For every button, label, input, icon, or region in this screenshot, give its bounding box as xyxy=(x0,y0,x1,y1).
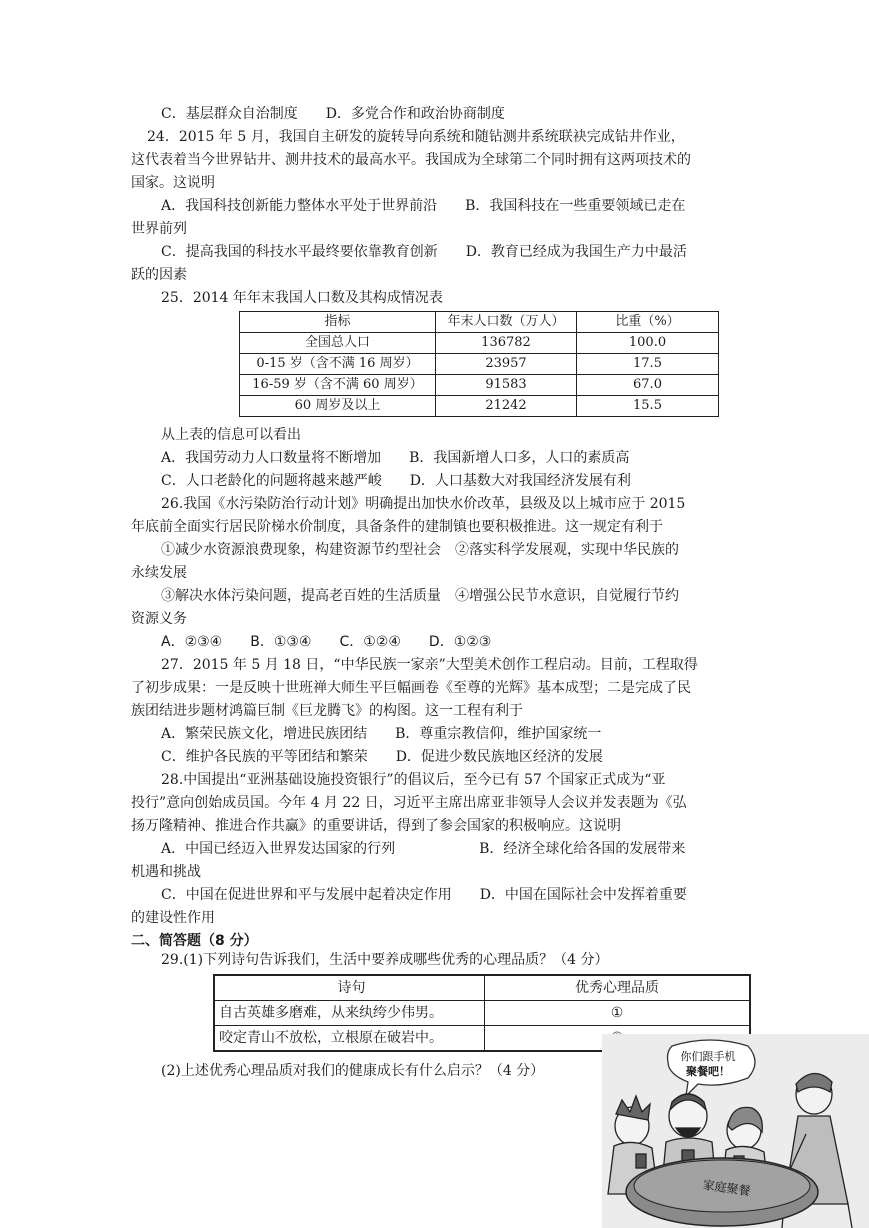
q24-stem-line-2: 这代表着当今世界钻井、测井技术的最高水平。我国成为全球第二个同时拥有这两项技术的 xyxy=(131,152,691,168)
q27-stem-line-1: 27．2015 年 5 月 18 日，“中华民族一家亲”大型美术创作工程启动。目前，工程取得 xyxy=(161,657,698,673)
q26-item-3-4: ③解决水体污染问题，提高老百姓的生活质量 ④增强公民节水意识，自觉履行节约 xyxy=(161,588,679,604)
q29-part-2: (2)上述优秀心理品质对我们的健康成长有什么启示？（4 分） xyxy=(161,1063,545,1079)
table-header-row xyxy=(240,312,719,333)
q27-options-cd: C．维护各民族的平等团结和繁荣 D．促进少数民族地区经济的发展 xyxy=(161,749,603,765)
section-heading: 二、简答题（8 分） xyxy=(131,933,258,949)
table-cell: 全国总人口 xyxy=(240,333,436,354)
table-cell: 23957 xyxy=(436,354,577,375)
table-header-row xyxy=(214,975,750,1001)
table-cell: 17.5 xyxy=(577,354,719,375)
q24-stem-line-1: 24．2015 年 5 月，我国自主研发的旋转导向系统和随钻测井系统联袂完成钻井作业， xyxy=(147,129,685,145)
table-cell: 21242 xyxy=(436,396,577,417)
q28-options-ab: A．中国已经迈入世界发达国家的行列 B．经济全球化给各国的发展带来 xyxy=(161,841,686,857)
answer-blank: ① xyxy=(485,1001,751,1026)
speech-bubble-line-2: 聚餐吧！ xyxy=(686,1065,730,1078)
q26-stem-line-1: 26.我国《水污染防治行动计划》明确提出加快水价改革，县级及以上城市应于 2015 xyxy=(161,496,686,512)
q27-stem-line-2: 了初步成果：一是反映十世班禅大师生平巨幅画卷《至尊的光辉》基本成型；二是完成了民 xyxy=(131,680,691,696)
q25-options-ab: A．我国劳动力人口数量将不断增加 B．我国新增人口多，人口的素质高 xyxy=(161,450,630,466)
table-row xyxy=(240,333,719,354)
q28-options-cd-cont: 的建设性作用 xyxy=(131,910,215,926)
speech-bubble-line-1: 你们跟手机 xyxy=(680,1050,736,1063)
table-cell: 15.5 xyxy=(577,396,719,417)
table-row xyxy=(214,1001,750,1026)
table-cell: 100.0 xyxy=(577,333,719,354)
q25-options-cd: C．人口老龄化的问题将越来越严峻 D．人口基数大对我国经济发展有利 xyxy=(161,473,631,489)
table-row xyxy=(240,375,719,396)
population-table xyxy=(239,311,719,417)
table-row xyxy=(240,354,719,375)
q24-stem-line-3: 国家。这说明 xyxy=(131,175,215,191)
q28-stem-line-1: 28.中国提出“亚洲基础设施投资银行”的倡议后，至今已有 57 个国家正式成为“亚 xyxy=(161,772,666,788)
q26-item-1-2-cont: 永续发展 xyxy=(131,565,187,581)
q28-options-cd: C．中国在促进世界和平与发展中起着决定作用 D．中国在国际社会中发挥着重要 xyxy=(161,887,687,903)
table-header-cell: 诗句 xyxy=(214,975,485,1001)
table-header-cell: 优秀心理品质 xyxy=(485,975,751,1001)
table-cell: 91583 xyxy=(436,375,577,396)
table-header-cell: 年末人口数（万人） xyxy=(436,312,577,333)
table-cell: 咬定青山不放松，立根原在破岩中。 xyxy=(214,1026,485,1052)
table-cell: 16-59 岁（含不满 60 周岁） xyxy=(240,375,436,396)
q27-options-ab: A．繁荣民族文化，增进民族团结 B．尊重宗教信仰，维护国家统一 xyxy=(161,726,602,742)
q24-options-cd-cont: 跃的因素 xyxy=(131,267,187,283)
table-cell: 自古英雄多磨难，从来纨绔少伟男。 xyxy=(214,1001,485,1026)
q28-stem-line-3: 扬万隆精神、推进合作共赢》的重要讲话，得到了参会国家的积极响应。这说明 xyxy=(131,818,621,834)
q23-options-cd: C．基层群众自治制度 D．多党合作和政治协商制度 xyxy=(161,106,505,122)
table-header-cell: 指标 xyxy=(240,312,436,333)
q26-item-1-2: ①减少水资源浪费现象，构建资源节约型社会 ②落实科学发展观，实现中华民族的 xyxy=(161,542,679,558)
q24-options-ab-cont: 世界前列 xyxy=(131,221,187,237)
q29-part-1: 29.(1)下列诗句告诉我们，生活中要养成哪些优秀的心理品质？（4 分） xyxy=(161,952,609,968)
table-cell: 60 周岁及以上 xyxy=(240,396,436,417)
table-cell: 136782 xyxy=(436,333,577,354)
q26-options: A．②③④ B．①③④ C．①②④ D．①②③ xyxy=(161,634,492,650)
q24-options-cd: C．提高我国的科技水平最终要依靠教育创新 D．教育已经成为我国生产力中最活 xyxy=(161,244,687,260)
q25-stem: 从上表的信息可以看出 xyxy=(161,427,301,443)
table-row xyxy=(240,396,719,417)
q28-stem-line-2: 投行”意向创始成员国。今年 4 月 22 日，习近平主席出席亚非领导人会议并发表题为《弘 xyxy=(131,795,687,811)
table-header-cell: 比重（%） xyxy=(577,312,719,333)
family-dinner-cartoon xyxy=(602,1034,869,1228)
q26-item-3-4-cont: 资源义务 xyxy=(131,611,187,627)
table-label: 家庭聚餐 xyxy=(701,1177,752,1199)
q28-options-ab-cont: 机遇和挑战 xyxy=(131,864,201,880)
q26-stem-line-2: 年底前全面实行居民阶梯水价制度，具备条件的建制镇也要积极推进。这一规定有利于 xyxy=(131,519,663,535)
table-cell: 0-15 岁（含不满 16 周岁） xyxy=(240,354,436,375)
q25-title: 25．2014 年年末我国人口数及其构成情况表 xyxy=(161,290,443,306)
q24-options-ab: A．我国科技创新能力整体水平处于世界前沿 B．我国科技在一些重要领域已走在 xyxy=(161,198,686,214)
cartoon-illustration xyxy=(602,1034,869,1228)
table-cell: 67.0 xyxy=(577,375,719,396)
q27-stem-line-3: 族团结进步题材鸿篇巨制《巨龙腾飞》的构图。这一工程有利于 xyxy=(131,703,523,719)
